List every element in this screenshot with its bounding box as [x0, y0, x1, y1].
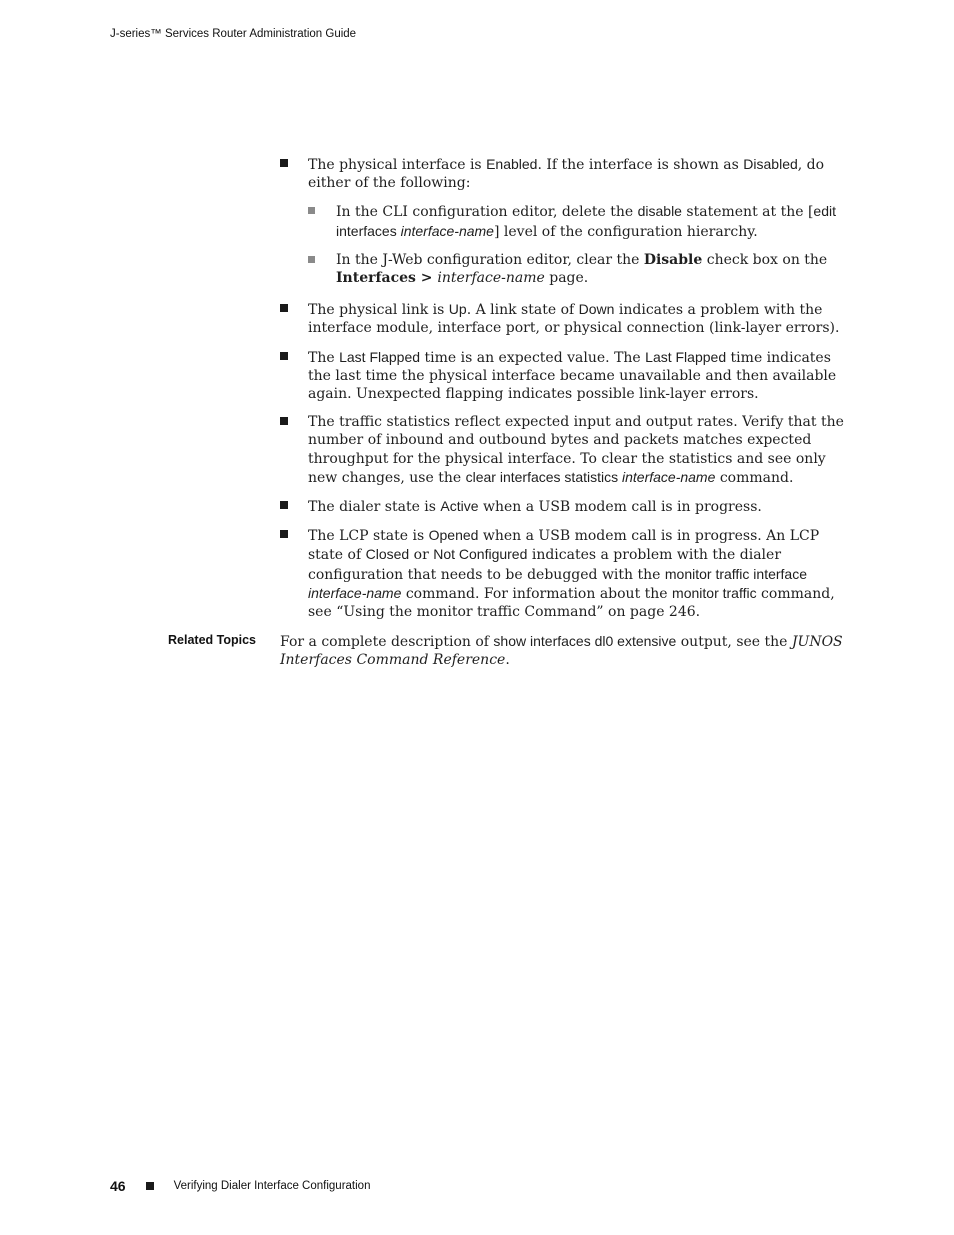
related-topics-text: For a complete description of show interfaces dl0 extensive output, see the JUNOS Interfaces Command Reference.	[280, 633, 843, 669]
code-down: Down	[578, 301, 615, 318]
bullet-marker	[280, 417, 288, 425]
subbullet-jweb-editor: In the J-Web configuration editor, clear the Disable check box on the Interfaces > interface-name page.	[280, 251, 845, 287]
bullet-last-flapped: The Last Flapped time is an expected value. The Last Flapped time indicates the last time the physical interface became unavailable and then available again. Unexpected flapping indicates possible link-layer errors.	[280, 348, 845, 404]
code-monitor-traffic: monitor traffic	[672, 584, 757, 601]
reference-title: JUNOS Interfaces Command Reference	[280, 634, 843, 669]
page-number: 46	[110, 1178, 126, 1194]
ui-interface-name: interface-name	[437, 270, 545, 287]
code-edit-interfaces: edit interfaces	[336, 203, 836, 239]
ui-disable-checkbox-label: Disable	[643, 251, 703, 268]
bullet-physical-link: The physical link is Up. A link state of Down indicates a problem with the interface module, interface port, or physical connection (link-layer errors).	[280, 300, 845, 337]
code-active: Active	[440, 498, 479, 515]
ui-interfaces-path: Interfaces >	[336, 270, 438, 287]
page-footer	[110, 1178, 370, 1194]
running-header: J-series™ Services Router Administration Guide	[110, 28, 357, 40]
code-disable: disable	[637, 203, 682, 220]
bullet-list	[280, 155, 845, 631]
code-show-interfaces: show interfaces dl0 extensive	[493, 633, 677, 649]
subbullet-marker	[308, 256, 315, 263]
bullet-marker	[280, 501, 288, 509]
bullet-marker	[280, 352, 288, 360]
code-clear-interfaces-statistics: clear interfaces statistics	[465, 468, 622, 485]
bullet-traffic-statistics: The traffic statistics reflect expected input and output rates. Verify that the number of inbound and outbound bytes and packets matches expected throughput for the physical interface. To clear the statistics and see only new changes, use the clear interfaces statistics interface-name command.	[280, 413, 845, 487]
subbullet-marker	[308, 207, 315, 214]
code-interface-name: interface-name	[400, 222, 494, 239]
code-interface-name: interface-name	[308, 584, 402, 601]
code-enabled: Enabled	[486, 156, 538, 172]
footer-section-title: Verifying Dialer Interface Configuration	[173, 1180, 371, 1192]
code-monitor-traffic-interface: monitor traffic interface	[664, 565, 808, 582]
footer-separator-icon	[146, 1182, 154, 1190]
bullet-dialer-state: The dialer state is Active when a USB modem call is in progress.	[280, 497, 845, 516]
bullet-marker	[280, 304, 288, 312]
related-topics-label: Related Topics	[168, 633, 256, 647]
bullet-physical-interface-enabled: The physical interface is Enabled. If the interface is shown as Disabled, do either of the following:	[280, 155, 845, 192]
code-last-flapped: Last Flapped	[339, 348, 421, 365]
code-interface-name: interface-name	[622, 468, 716, 485]
code-last-flapped: Last Flapped	[645, 348, 727, 365]
code-closed: Closed	[365, 546, 410, 563]
code-not-configured: Not Configured	[433, 546, 528, 563]
code-disabled: Disabled	[743, 156, 798, 172]
code-up: Up	[448, 301, 467, 318]
code-opened: Opened	[428, 527, 479, 544]
subbullet-cli-editor: In the CLI configuration editor, delete the disable statement at the [edit interfaces interface-name] level of the configuration hierarchy.	[280, 202, 845, 240]
bullet-marker	[280, 530, 288, 538]
bullet-lcp-state: The LCP state is Opened when a USB modem call is in progress. An LCP state of Closed or Not Configured indicates a problem with the dialer configuration that needs to be debugged with the monitor traffic interface interface-name command. For information about the monitor traffic command, see “Using the monitor traffic Command” on page 246.	[280, 526, 845, 621]
bullet-marker	[280, 159, 288, 167]
